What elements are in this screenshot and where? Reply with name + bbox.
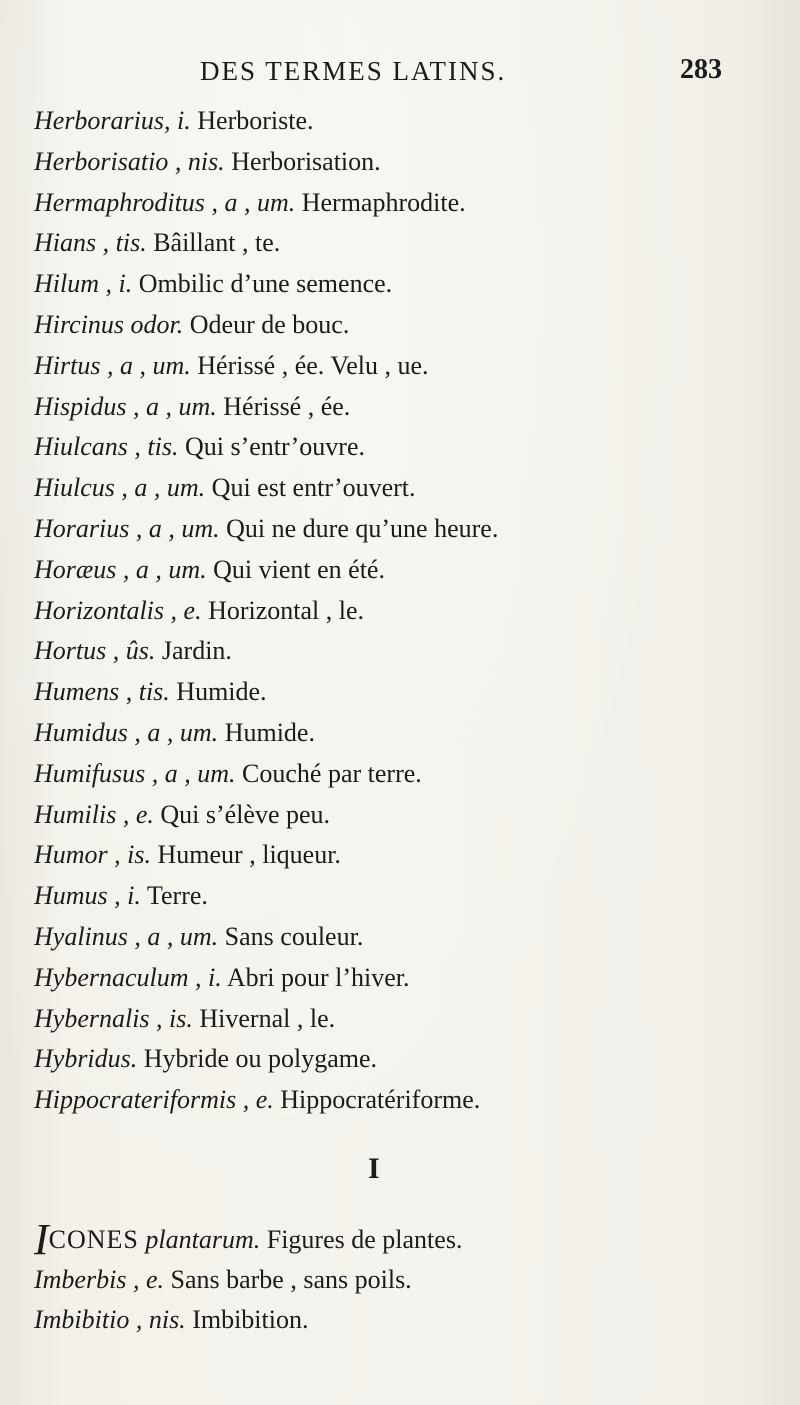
- entry-definition: Humeur , liqueur.: [151, 840, 341, 870]
- entry-grammar: , a , um.: [204, 187, 296, 217]
- entry-term: Hermaphroditus: [34, 187, 205, 217]
- entry-grammar: , is.: [149, 1003, 193, 1033]
- entry-definition: Qui ne dure qu’une heure.: [219, 513, 499, 543]
- entry-grammar: , i.: [99, 269, 133, 299]
- glossary-entry: [34, 672, 774, 713]
- entry-definition: Qui est entr’ouvert.: [205, 473, 416, 503]
- glossary-entry: [34, 1039, 774, 1080]
- entry-definition: Sans couleur.: [218, 921, 364, 951]
- glossary-entry: [34, 1300, 774, 1340]
- glossary-entries-i: [34, 1220, 774, 1340]
- entry-term: Hybernaculum: [34, 962, 189, 992]
- entry-term: Hiulcus: [34, 473, 115, 503]
- entry-definition: Hybride ou polygame.: [137, 1044, 378, 1074]
- glossary-entry: [34, 999, 774, 1040]
- entry-term: Hispidus: [34, 391, 127, 421]
- glossary-entry: [34, 468, 774, 509]
- glossary-entry: [34, 305, 774, 346]
- section-letter-i: I: [368, 1152, 380, 1185]
- entry-definition: Hérissé , ée.: [216, 391, 351, 421]
- glossary-entry: [34, 223, 774, 264]
- entry-grammar: , tis.: [119, 677, 170, 707]
- entry-term: Imbibitio: [34, 1305, 130, 1334]
- entry-definition: Humide.: [218, 717, 315, 747]
- entry-grammar: , a , um.: [126, 391, 217, 421]
- entry-grammar: , tis.: [127, 432, 179, 462]
- entry-term: Hians: [34, 228, 97, 258]
- entry-term: Humor: [34, 840, 108, 870]
- glossary-entry: [34, 958, 774, 999]
- glossary-entries-h: [34, 101, 774, 1121]
- glossary-entry: [34, 1080, 774, 1121]
- entry-grammar: , a , um.: [116, 554, 207, 584]
- entry-term: Horizontalis: [34, 595, 165, 625]
- entry-term: Hybernalis: [34, 1003, 150, 1033]
- entry-definition: Ombilic d’une semence.: [132, 269, 393, 299]
- running-title: DES TERMES LATINS.: [200, 56, 507, 86]
- entry-term: Hirtus: [34, 350, 101, 380]
- entry-term: Imberbis: [34, 1265, 127, 1294]
- entry-definition: Jardin.: [155, 636, 232, 666]
- entry-term: Hilum: [34, 269, 99, 299]
- entry-term: Hiulcans: [34, 432, 128, 462]
- entry-term: Hybridus.: [34, 1044, 138, 1074]
- entry-grammar: , ûs.: [106, 636, 156, 666]
- glossary-entry: [34, 264, 774, 305]
- entry-grammar: , e.: [236, 1085, 274, 1115]
- glossary-entry: [34, 1260, 774, 1300]
- glossary-entry: [34, 754, 774, 795]
- entry-term: Hyalinus: [34, 921, 128, 951]
- entry-grammar: , e.: [116, 799, 154, 829]
- entry-term: plantarum.: [138, 1225, 261, 1254]
- entry-term: Hortus: [34, 636, 107, 666]
- entry-definition: Hermaphrodite.: [295, 187, 466, 217]
- entry-grammar: , i.: [188, 962, 222, 992]
- glossary-entry: [34, 876, 774, 917]
- glossary-entry: [34, 101, 774, 142]
- entry-definition: Qui vient en été.: [206, 554, 385, 584]
- entry-term: Horarius: [34, 513, 130, 543]
- entry-definition: Odeur de bouc.: [183, 309, 350, 339]
- glossary-entry: [34, 142, 774, 183]
- entry-grammar: , is.: [107, 840, 152, 870]
- entry-term: Humens: [34, 677, 120, 707]
- glossary-entry: [34, 795, 774, 836]
- glossary-entry: [34, 917, 774, 958]
- entry-grammar: , a , um.: [127, 921, 219, 951]
- glossary-entry: [34, 713, 774, 754]
- entry-definition: Horizontal , le.: [201, 595, 365, 625]
- entry-term: Hippocrateriformis: [34, 1085, 237, 1115]
- entry-definition: Qui s’entr’ouvre.: [178, 432, 365, 462]
- entry-term: Horæus: [34, 554, 117, 584]
- entry-grammar: , i.: [107, 881, 141, 911]
- glossary-entry: [34, 387, 774, 428]
- entry-grammar: , a , um.: [100, 350, 191, 380]
- entry-term: Herborarius: [34, 106, 165, 135]
- entry-grammar: , tis.: [96, 228, 147, 258]
- entry-definition: Bâillant , te.: [146, 228, 281, 258]
- entry-grammar: , a , um.: [114, 473, 206, 503]
- entry-term-caps: CONES: [48, 1225, 139, 1254]
- entry-definition: Herboriste.: [190, 106, 314, 135]
- entry-grammar: , a , um.: [127, 717, 219, 747]
- entry-grammar: , nis.: [168, 146, 225, 176]
- entry-definition: Qui s’élève peu.: [153, 799, 331, 829]
- glossary-entry: [34, 631, 774, 672]
- entry-definition: Abri pour l’hiver.: [221, 962, 410, 992]
- entry-definition: Humide.: [169, 677, 267, 707]
- glossary-entry: [34, 183, 774, 224]
- glossary-entry: [34, 509, 774, 550]
- entry-definition: Terre.: [140, 881, 208, 911]
- drop-cap: I: [34, 1220, 49, 1260]
- glossary-entry: [34, 591, 774, 632]
- entry-grammar: , a , um.: [145, 758, 236, 788]
- entry-term: Herborisatio: [34, 146, 169, 176]
- entry-definition: Figures de plantes.: [260, 1225, 463, 1254]
- entry-definition: Imbibition.: [185, 1305, 309, 1334]
- glossary-entry: [34, 550, 774, 591]
- entry-grammar: , a , um.: [129, 513, 220, 543]
- entry-definition: Hérissé , ée. Velu , ue.: [190, 350, 429, 380]
- entry-grammar: , e.: [164, 595, 202, 625]
- glossary-entry: [34, 1220, 774, 1260]
- glossary-entry: [34, 835, 774, 876]
- entry-definition: Hippocratériforme.: [273, 1085, 481, 1115]
- entry-definition: Hivernal , le.: [192, 1003, 336, 1033]
- page-number: 283: [680, 54, 722, 85]
- entry-term: Humilis: [34, 799, 117, 829]
- entry-definition: Sans barbe , sans poils.: [163, 1265, 412, 1294]
- entry-term: Humidus: [34, 717, 128, 747]
- glossary-entry: [34, 427, 774, 468]
- entry-definition: Couché par terre.: [235, 758, 422, 788]
- glossary-entry: [34, 346, 774, 387]
- entry-term: Humifusus: [34, 758, 146, 788]
- entry-term: Hircinus odor.: [34, 309, 184, 339]
- entry-grammar: , i.: [164, 106, 191, 135]
- entry-grammar: , nis.: [129, 1305, 186, 1334]
- entry-grammar: , e.: [126, 1265, 164, 1294]
- entry-definition: Herborisation.: [224, 146, 381, 176]
- entry-term: Humus: [34, 881, 108, 911]
